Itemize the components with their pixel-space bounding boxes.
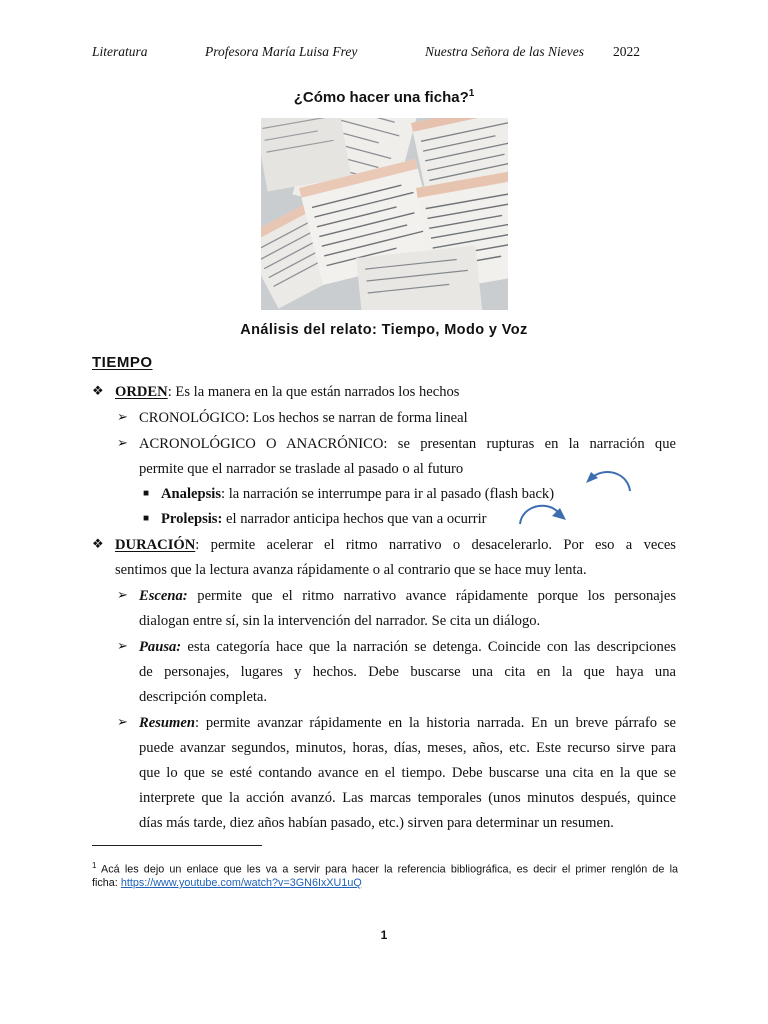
footnote-ref[interactable]: 1	[468, 88, 475, 99]
orden-term: ORDEN	[115, 384, 168, 400]
header-school: Nuestra Señora de las Nieves	[425, 44, 584, 59]
analepsis-term: Analepsis	[161, 486, 222, 502]
footnote-prefix: ficha:	[92, 877, 121, 889]
page-number: 1	[380, 928, 388, 942]
duracion-line1	[115, 536, 676, 554]
resumen-line2: puede avanzar segundos, minutos, horas, días, meses, años, etc. Este recurso sirve para	[139, 740, 676, 756]
header-year: 2022	[613, 44, 640, 59]
resumen-line5: días más tarde, diez años habían pasado, etc.) sirven para determinar un resumen.	[139, 815, 614, 831]
escena-term: Escena:	[139, 588, 188, 604]
pausa-line2: de personajes, lugares y hechos. Debe buscarse una cita en la que haya una	[139, 664, 676, 680]
page-title-text: ¿Cómo hacer una ficha?	[293, 89, 469, 106]
header-subject: Literatura	[92, 44, 148, 59]
diamond-bullet-icon: ❖	[92, 536, 104, 551]
arrowhead-bullet-icon: ➢	[117, 587, 128, 602]
pausa-term: Pausa:	[139, 639, 182, 655]
resumen-line4: interprete que la acción avanzó. Las marcas temporales (unos minutos después, quince	[139, 790, 676, 806]
orden-item-cronologico: CRONOLÓGICO: Los hechos se narran de forma lineal	[139, 410, 468, 426]
footnote-line2	[92, 874, 678, 892]
orden-item-acronologico-line2: permite que el narrador se traslade al pasado o al futuro	[139, 461, 464, 477]
duracion-term: DURACIÓN	[115, 537, 196, 553]
resumen-line3: que lo que se esté contando avance en el tiempo. Debe buscarse una cita en la que se	[139, 765, 676, 781]
prolepsis-text: el narrador anticipa hechos que van a ocurrir	[222, 511, 487, 527]
arrowhead-bullet-icon: ➢	[117, 409, 128, 424]
prolepsis-term: Prolepsis:	[161, 511, 223, 527]
curved-arrow-left-icon	[582, 466, 634, 494]
arrowhead-bullet-icon: ➢	[117, 638, 128, 653]
arrowhead-bullet-icon: ➢	[117, 714, 128, 729]
orden-item-acronologico-line1: ACRONOLÓGICO O ANACRÓNICO: se presentan rupturas en la narración que	[139, 436, 676, 452]
pausa-line3: descripción completa.	[139, 689, 268, 705]
footnote-divider	[92, 845, 262, 846]
escena-line2: dialogan entre sí, sin la intervención del narrador. Se cita un diálogo.	[139, 613, 541, 629]
square-bullet-icon: ■	[143, 513, 150, 524]
analepsis-text: : la narración se interrumpe para ir al pasado (flash back)	[221, 486, 555, 502]
header-teacher: Profesora María Luisa Frey	[205, 44, 358, 59]
subitem-analepsis	[161, 485, 554, 503]
resumen-term: Resumen	[139, 715, 195, 731]
section-title-tiempo: TIEMPO	[92, 354, 153, 371]
index-cards-illustration	[261, 118, 508, 310]
duracion-line2: sentimos que la lectura avanza rápidamente o al contrario que se hace muy lenta.	[115, 562, 587, 578]
section-subtitle: Análisis del relato: Tiempo, Modo y Voz	[240, 322, 528, 338]
orden-text: : Es la manera en la que están narrados los hechos	[167, 384, 460, 400]
resumen-text-line1: : permite avanzar rápidamente en la historia narrada. En un breve párrafo se	[194, 715, 676, 731]
footnote-number: 1	[92, 861, 97, 870]
index-cards-photo	[261, 118, 508, 310]
youtube-link[interactable]: https://www.youtube.com/watch?v=3GN6IxXU1uQ	[120, 877, 362, 889]
subitem-prolepsis	[161, 510, 487, 528]
pausa-line1	[139, 638, 676, 656]
pausa-text-line1: esta categoría hace que la narración se detenga. Coincide con las descripciones	[181, 639, 676, 655]
diamond-bullet-icon: ❖	[92, 383, 104, 398]
arrowhead-bullet-icon: ➢	[117, 435, 128, 450]
curved-arrow-right-icon	[516, 500, 570, 528]
duracion-text-line1: : permite acelerar el ritmo narrativo o desacelerarlo. Por eso a veces	[195, 537, 676, 553]
page-title	[0, 88, 768, 106]
footnote-text: Acá les dejo un enlace que les va a servir para hacer la referencia bibliográfica, es decir el primer renglón de la	[96, 863, 678, 876]
escena-line1	[139, 587, 676, 605]
resumen-line1	[139, 714, 676, 732]
escena-text-line1: permite que el ritmo narrativo avance rápidamente porque los personajes	[187, 588, 676, 604]
orden-line	[115, 383, 459, 401]
square-bullet-icon: ■	[143, 488, 150, 499]
